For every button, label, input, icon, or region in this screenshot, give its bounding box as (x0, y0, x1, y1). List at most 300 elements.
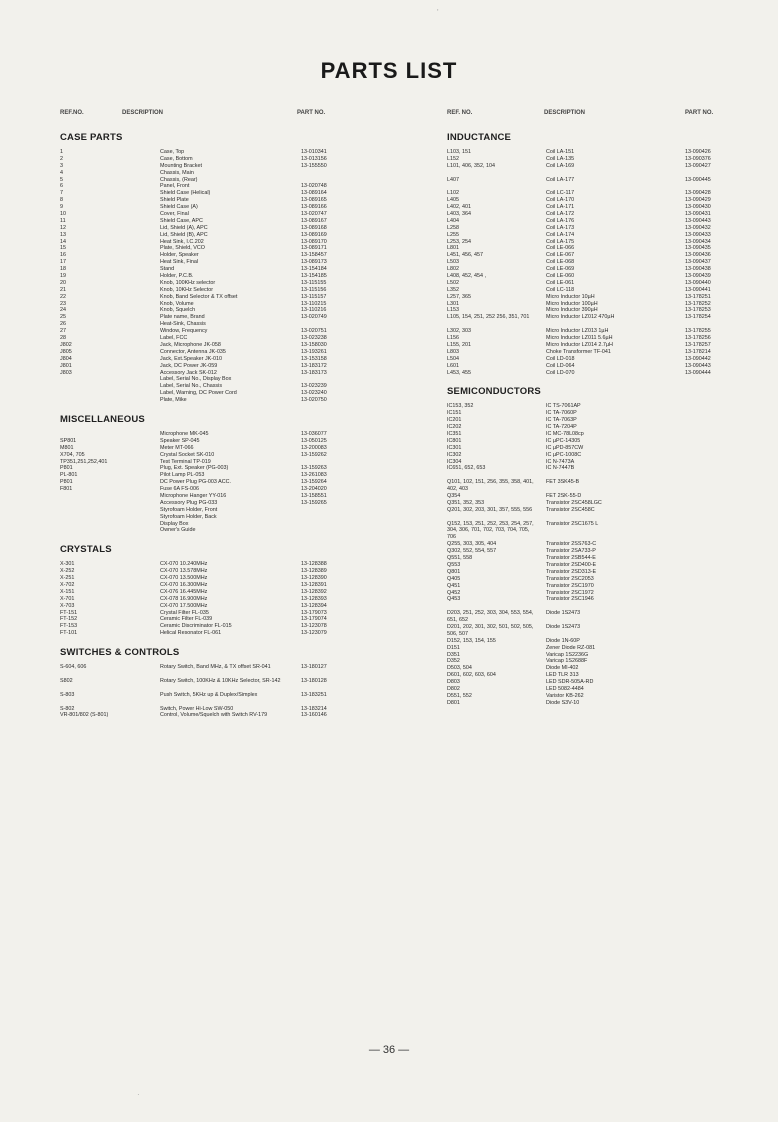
ref-number: P801 (60, 479, 73, 486)
part-number: 13-020750 (301, 397, 327, 404)
ref-number: FT-101 (60, 630, 78, 637)
table-row (447, 700, 742, 707)
part-number: 13-180128 (301, 677, 327, 684)
ref-number: L352 (447, 286, 459, 293)
table-row (447, 541, 742, 548)
part-description: Label, Warning, DC Power Cord (160, 390, 237, 397)
page-number: — 36 — (368, 1044, 410, 1056)
ref-number: L156 (447, 335, 459, 342)
table-row (60, 266, 396, 273)
ref-number: L155, 201 (447, 341, 471, 348)
table-row (447, 665, 742, 672)
part-description: Label, Serial No., Display Box (160, 376, 232, 383)
ref-number: D152, 153, 154, 155 (447, 637, 496, 644)
ref-number: IC151 (447, 410, 462, 417)
part-number: 13-128388 (301, 561, 327, 568)
part-number: 13-089165 (301, 197, 327, 204)
part-description: Heat Sink, Final (160, 259, 199, 266)
part-number: 13-090439 (685, 273, 711, 280)
table-row (60, 465, 396, 472)
ref-number: J802 (60, 341, 72, 348)
part-number: 13-110216 (301, 307, 327, 314)
ref-number: 10 (60, 211, 66, 218)
ref-number: 24 (60, 307, 66, 314)
table-row (60, 225, 396, 232)
part-description: Jack, DC Power JK-059 (160, 362, 218, 369)
table-row (60, 500, 396, 507)
ref-number: J801 (60, 362, 72, 369)
table-row (447, 245, 742, 252)
part-description: Shield Case (Helical) (160, 190, 211, 197)
ref-number: FT-152 (60, 616, 78, 623)
part-description: Owner's Guide (160, 527, 196, 534)
ref-number: L801 (447, 245, 459, 252)
part-description: Microphone Hanger YY-016 (160, 492, 227, 499)
table-row (447, 335, 742, 342)
table-row (60, 603, 396, 610)
part-number: 13-128390 (301, 575, 327, 582)
ref-number: X704, 705 (60, 451, 85, 458)
table-row (447, 266, 742, 273)
part-description: Crystal Filter FL-035 (160, 609, 209, 616)
part-description: Micro Inductor LZ013 1µH (546, 328, 609, 335)
part-no-header: PART NO. (685, 110, 714, 116)
part-description: Coil LA-175 (546, 238, 575, 245)
part-description: Label, Serial No., Chassis (160, 383, 223, 390)
right-column-header (447, 110, 742, 122)
table-row (447, 459, 742, 466)
ref-number: J804 (60, 355, 72, 362)
ref-number: D201, 202, 301, 302, 501, 502, 505, 506, 507 (447, 623, 534, 637)
right-sections (447, 132, 742, 707)
part-number: 13-089167 (301, 217, 327, 224)
part-description: Mounting Bracket (160, 162, 202, 169)
part-number: 13-159265 (301, 499, 327, 506)
part-description: Crystal Socket SK-010 (160, 451, 215, 458)
table-row (447, 218, 742, 225)
ref-number: 1 (60, 149, 63, 155)
table-row (447, 693, 742, 700)
ref-number: L257, 365 (447, 293, 471, 300)
table-row (60, 170, 396, 177)
part-description: Plate name, Brand (160, 314, 205, 321)
part-description: Ceramic Discriminator FL-015 (160, 623, 232, 630)
part-number: 13-158030 (301, 341, 327, 348)
table-row (60, 307, 396, 314)
table-row (60, 493, 396, 500)
part-description: Coil LA-170 (546, 197, 575, 204)
table-row (60, 287, 396, 294)
part-number: 13-090440 (685, 279, 711, 286)
table-row (60, 561, 396, 568)
part-description: Transistor 2SC1970 (546, 582, 594, 589)
ref-number: IC201 (447, 417, 462, 424)
ref-number: L103, 151 (447, 149, 471, 155)
table-row (60, 438, 396, 445)
ref-number: 11 (60, 217, 66, 224)
part-description: LED SDR-505A-RD (546, 679, 594, 686)
part-description: Micro Inductor 100µH (546, 300, 598, 307)
part-description: Helical Resonator FL-061 (160, 630, 222, 637)
table-row (447, 658, 742, 665)
part-description: CX-070 10.240MHz (160, 561, 208, 568)
ref-number: D203, 251, 252, 303, 304, 553, 554, 651, 652 (447, 610, 534, 624)
part-description: Coil LE-069 (546, 266, 575, 273)
part-description: Transistor 2SC1946 (546, 596, 594, 603)
table-row (60, 259, 396, 266)
table-row (447, 177, 742, 184)
part-description: IC MC-78L08cp (546, 430, 584, 437)
ref-number: Q551, 558 (447, 555, 473, 562)
table-row (447, 183, 742, 190)
part-number: 13-178214 (685, 348, 711, 355)
table-row (447, 624, 742, 638)
table-row (447, 438, 742, 445)
ref-number: FT-151 (60, 609, 78, 616)
part-number: 13-013156 (301, 155, 327, 162)
part-number: 13-128393 (301, 595, 327, 602)
table-row (60, 521, 396, 528)
table-row (60, 232, 396, 239)
ref-number: Q354 (447, 493, 461, 499)
part-number: 13-178251 (685, 293, 711, 300)
table-row (60, 239, 396, 246)
table-row (447, 417, 742, 424)
part-number: 13-020749 (301, 314, 327, 321)
part-number: 13-090437 (685, 259, 711, 266)
table-row (60, 218, 396, 225)
ref-number: X-251 (60, 575, 75, 582)
table-row (60, 204, 396, 211)
part-description: Display Box (160, 520, 189, 527)
right-column (447, 110, 742, 717)
part-description: Shield Plate (160, 197, 189, 204)
table-row (447, 156, 742, 163)
part-number: 13-178255 (685, 328, 711, 335)
part-no-header: PART NO. (297, 110, 326, 116)
ref-number: IC153, 352 (447, 403, 474, 410)
ref-number: L102 (447, 190, 459, 197)
part-description: Coil LD-064 (546, 362, 575, 369)
ref-number: Q201, 302, 203, 301, 357, 555, 556 (447, 506, 533, 513)
ref-number: L153 (447, 307, 459, 314)
table-row (60, 623, 396, 630)
part-number: 13-020747 (301, 211, 327, 218)
part-number: 13-090436 (685, 252, 711, 259)
ref-number: 27 (60, 328, 66, 335)
left-column-header (60, 110, 396, 122)
part-description: Panel, Front (160, 183, 190, 190)
part-description: Connector, Antenna JK-035 (160, 348, 226, 355)
ref-number: F801 (60, 486, 73, 493)
ref-no-header: REF. NO. (447, 110, 473, 116)
part-description: Heat-Sink, Chassis (160, 321, 206, 328)
part-description: Push Switch, 5KHz up & Duplex/Simplex (160, 691, 258, 698)
ref-number: P801 (60, 465, 73, 472)
part-description: Diode 1S2473 (546, 623, 581, 630)
part-description: Label, FCC (160, 335, 188, 342)
part-description: Coil LD-018 (546, 355, 575, 362)
part-number: 13-183173 (301, 369, 327, 376)
table-row (60, 397, 396, 404)
part-description: LED TLR 313 (546, 672, 579, 679)
table-row (60, 692, 396, 706)
ref-number: X-252 (60, 568, 75, 575)
table-row (60, 301, 396, 308)
ref-number: L601 (447, 362, 459, 369)
table-row (60, 245, 396, 252)
ref-number: D803 (447, 679, 460, 686)
section-inductance (447, 132, 742, 376)
part-description: FET 2SK-55-D (546, 493, 582, 499)
part-description: Styrofoam Holder, Back (160, 513, 217, 520)
part-number: 13-178256 (685, 335, 711, 342)
ref-number: L105, 154, 251, 252 256, 351, 701 (447, 314, 530, 321)
table-row (447, 424, 742, 431)
ref-number: 28 (60, 335, 66, 342)
table-row (60, 616, 396, 623)
part-number: 13-023240 (301, 390, 327, 397)
ref-number: L101, 406, 352, 104 (447, 162, 495, 169)
part-description: Lid, Shield (A), APC (160, 224, 208, 231)
table-row (447, 686, 742, 693)
part-description: IC TS-7061AP (546, 403, 581, 410)
part-number: 13-204020 (301, 486, 327, 493)
ref-number: L402, 401 (447, 204, 471, 211)
part-description: Coil LE-066 (546, 245, 575, 252)
table-row (60, 706, 396, 713)
ref-number: 18 (60, 266, 66, 273)
table-row (447, 445, 742, 452)
ref-number: Q152, 153, 251, 252, 253, 254, 257, 304, 306, 701, 702, 703, 704, 705, 706 (447, 520, 534, 541)
ref-number: L502 (447, 279, 459, 286)
table-row (447, 603, 742, 610)
section-miscellaneous (60, 414, 396, 534)
part-number: 13-178253 (685, 307, 711, 314)
table-row (447, 507, 742, 521)
table-row (60, 314, 396, 321)
table-row (447, 583, 742, 590)
ref-number: X-702 (60, 581, 75, 588)
ref-number: L258 (447, 224, 459, 231)
ref-number: 25 (60, 314, 66, 321)
table-row (447, 287, 742, 294)
part-description: Knob, Band Selector & TX offset (160, 293, 238, 300)
ref-number: TP351,251,252,401 (60, 458, 108, 465)
part-description: Microphone MK-045 (160, 430, 209, 437)
ref-number: 12 (60, 224, 66, 231)
part-number: 13-090427 (685, 162, 711, 169)
part-description: Micro Inductor 390µH (546, 307, 598, 314)
ref-number: Q553 (447, 561, 461, 568)
part-number: 13-128392 (301, 588, 327, 595)
part-description: Varicap 1S2688F (546, 658, 588, 665)
part-description: Plate, Mike (160, 397, 187, 404)
ref-number: 14 (60, 238, 66, 245)
part-description: Fuse 6A FS-006 (160, 486, 199, 493)
table-row (447, 239, 742, 246)
ref-number: D352 (447, 658, 460, 665)
part-number: 13-159262 (301, 451, 327, 458)
table-row (60, 342, 396, 349)
part-number: 13-158551 (301, 492, 327, 499)
part-description: Speaker SP-045 (160, 437, 200, 444)
table-row (447, 576, 742, 583)
part-number: 13-090426 (685, 149, 711, 155)
part-description: Coil LE-061 (546, 279, 575, 286)
part-number: 13-200083 (301, 444, 327, 451)
part-number: 13-020748 (301, 183, 327, 190)
part-description: Cover, Final (160, 211, 189, 218)
part-description: Diode 1N-60P (546, 637, 580, 644)
ref-number: Q405 (447, 575, 461, 582)
ref-number: L152 (447, 155, 459, 162)
part-description: Varicap 1S2236G (546, 651, 589, 658)
part-number: 13-090443 (685, 362, 711, 369)
part-number: 13-090445 (685, 176, 711, 183)
ref-number: L803 (447, 348, 459, 355)
part-description: Micro Inductor LZ011 5.6µH (546, 335, 613, 342)
table-row (60, 163, 396, 170)
part-description: Transistor 2SS763-C (546, 541, 597, 548)
table-row (447, 273, 742, 280)
table-row (60, 177, 396, 184)
table-row (60, 527, 396, 534)
part-number: 13-050125 (301, 437, 327, 444)
ref-number: Q452 (447, 589, 461, 596)
ref-number: 16 (60, 252, 66, 259)
table-row (60, 252, 396, 259)
ref-number: D551, 552 (447, 692, 472, 699)
table-row (60, 596, 396, 603)
table-row (60, 356, 396, 363)
part-number: 13-179074 (301, 616, 327, 623)
table-row (60, 190, 396, 197)
part-description: Transistor 2SC1675 L (546, 520, 599, 527)
part-description: Transistor 2SC458C (546, 506, 595, 513)
part-description: Diode S3V-10 (546, 699, 580, 706)
part-description: Transistor 2SB544-E (546, 555, 596, 562)
part-description: Coil LA-172 (546, 211, 575, 218)
part-description: Coil LA-151 (546, 149, 575, 155)
ref-number: D801 (447, 699, 460, 706)
ref-number: 23 (60, 300, 66, 307)
table-row (60, 582, 396, 589)
ref-number: 7 (60, 190, 63, 197)
part-description: FET 3SK45-B (546, 479, 580, 486)
ref-number: L802 (447, 266, 459, 273)
table-row (60, 294, 396, 301)
left-sections (60, 132, 396, 726)
ref-number: L302, 303 (447, 328, 471, 335)
table-row (447, 590, 742, 597)
part-number: 13-090438 (685, 266, 711, 273)
part-number: 13-023239 (301, 383, 327, 390)
ref-number: L451, 456, 457 (447, 252, 483, 259)
table-row (447, 493, 742, 500)
description-header: DESCRIPTION (122, 110, 164, 116)
ref-number: Q302, 552, 554, 557 (447, 548, 497, 555)
ref-number: L407 (447, 176, 459, 183)
table-row (447, 225, 742, 232)
table-row (60, 273, 396, 280)
ref-number: L408, 452, 454 , (447, 273, 486, 280)
part-description: Diode 1S2473 (546, 610, 581, 617)
ref-number: S802 (60, 677, 73, 684)
table-row (60, 197, 396, 204)
ref-number: L253, 254 (447, 238, 471, 245)
part-description: Transistor 2SD400-E (546, 561, 597, 568)
part-description: IC N-7473A (546, 458, 575, 465)
ref-number: X-703 (60, 602, 75, 609)
part-number: 13-089173 (301, 259, 327, 266)
part-number: 13-115155 (301, 279, 327, 286)
ref-number: Q453 (447, 596, 461, 603)
ref-number: M801 (60, 444, 74, 451)
part-description: Coil LE-068 (546, 259, 575, 266)
part-number: 13-115156 (301, 286, 327, 293)
table-row (60, 321, 396, 328)
ref-number: J805 (60, 348, 72, 355)
ref-number: 19 (60, 273, 66, 280)
part-number: 13-090428 (685, 190, 711, 197)
part-number: 13-180127 (301, 664, 327, 671)
ref-number: 2 (60, 155, 63, 162)
ref-number: Q451 (447, 582, 461, 589)
table-row (447, 645, 742, 652)
ref-number: 6 (60, 183, 63, 190)
scan-speck: ' (437, 8, 439, 17)
ref-number: 21 (60, 286, 66, 293)
ref-number: PL-801 (60, 472, 78, 479)
part-description: CX-078 16.900MHz (160, 595, 208, 602)
part-number: 13-090432 (685, 224, 711, 231)
part-description: Coil LD-070 (546, 369, 575, 376)
part-description: Micro Inductor LZ014 2.7µH (546, 341, 613, 348)
table-row (447, 370, 742, 377)
part-number: 13-178252 (685, 300, 711, 307)
part-description: Accessory Plug PG-033 (160, 499, 218, 506)
table-row (447, 252, 742, 259)
part-description: Coil LC-118 (546, 286, 575, 293)
ref-number: Q101, 102, 151, 256, 355, 358, 401, 402, 403 (447, 479, 534, 493)
ref-number: Q351, 352, 353 (447, 499, 485, 506)
table-row (447, 610, 742, 624)
part-description: Holder, Speaker (160, 252, 199, 259)
table-row (447, 307, 742, 314)
ref-number: L403, 364 (447, 211, 471, 218)
part-description: CX-070 13.578MHz (160, 568, 208, 575)
part-number: 13-123078 (301, 623, 327, 630)
part-description: Coil LE-060 (546, 273, 575, 280)
part-number: 13-154185 (301, 273, 327, 280)
part-description: Transistor 2SC1972 (546, 589, 594, 596)
table-row (60, 280, 396, 287)
part-description: Rotary Switch, Band MHz, & TX offset SR-041 (160, 664, 271, 671)
part-description: Chassis, Main (160, 169, 194, 176)
part-number: 13-158457 (301, 252, 327, 259)
ref-number: 9 (60, 204, 63, 211)
ref-number: IC302 (447, 451, 462, 458)
ref-no-header: REF.NO. (60, 110, 84, 116)
part-number: 13-110215 (301, 300, 327, 307)
part-number: 13-261083 (301, 472, 327, 479)
ref-number: 15 (60, 245, 66, 252)
part-description: IC N-7447B (546, 465, 575, 472)
table-row (447, 170, 742, 177)
table-row (60, 472, 396, 479)
table-row (60, 335, 396, 342)
